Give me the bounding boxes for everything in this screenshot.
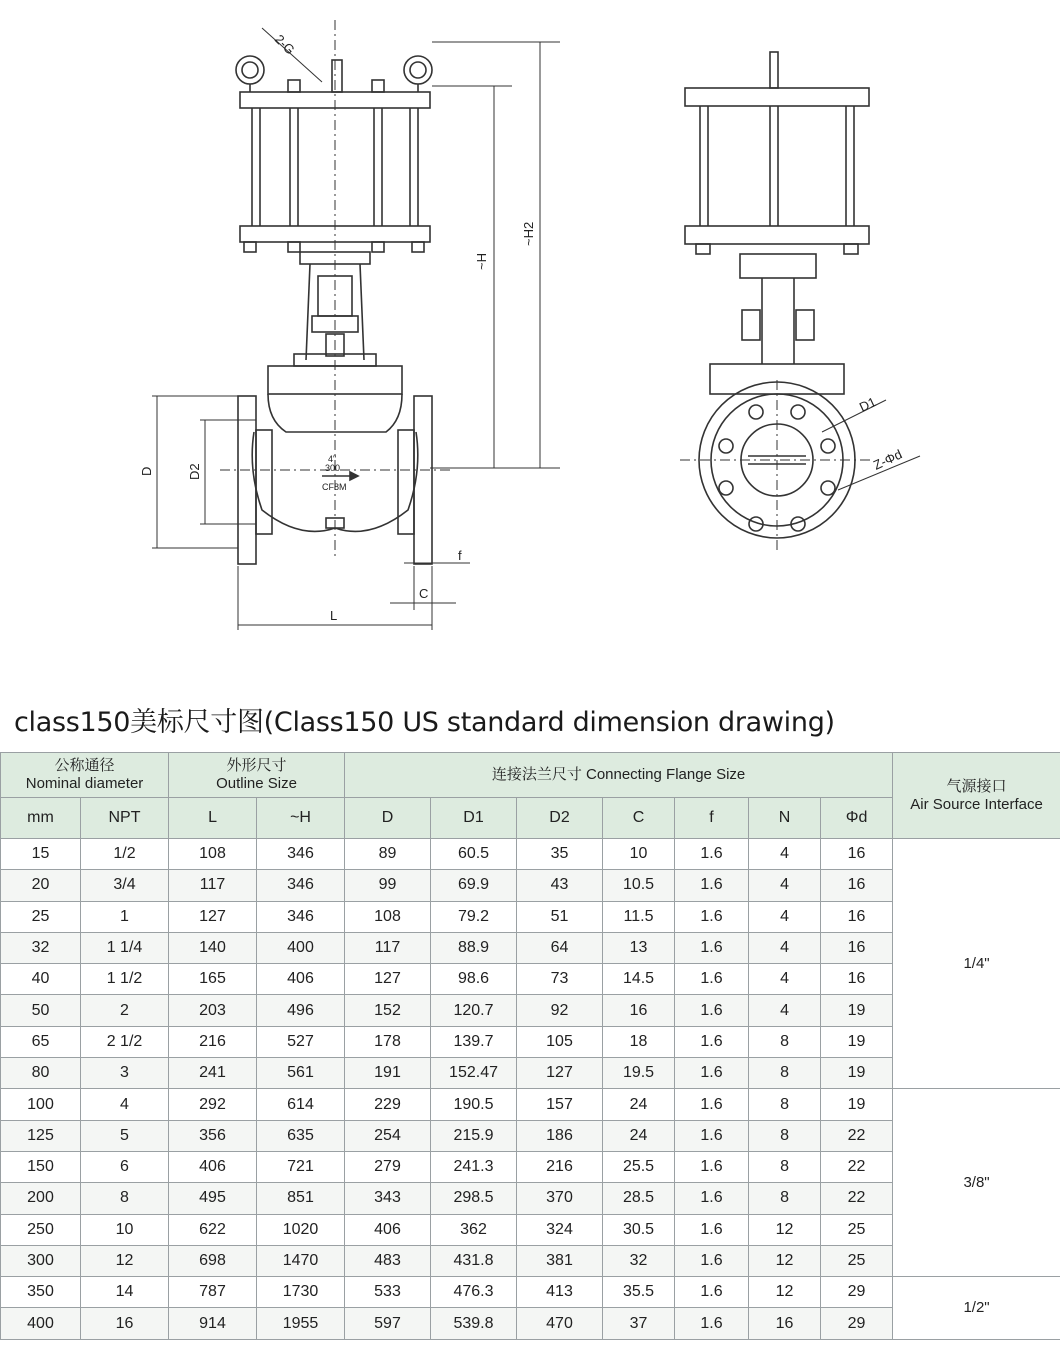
col-h: ~H xyxy=(257,798,345,839)
header-air-source-interface: 气源接口 Air Source Interface xyxy=(893,753,1060,839)
table-cell: 50 xyxy=(1,995,81,1026)
table-cell: 2 1/2 xyxy=(81,1026,169,1057)
table-cell: 12 xyxy=(749,1245,821,1276)
table-cell: 413 xyxy=(517,1277,603,1308)
table-cell: 254 xyxy=(345,1120,431,1151)
table-cell: 24 xyxy=(603,1120,675,1151)
table-cell: 527 xyxy=(257,1026,345,1057)
table-cell: 200 xyxy=(1,1183,81,1214)
table-cell: 1.6 xyxy=(675,1120,749,1151)
table-cell: 4 xyxy=(749,995,821,1026)
table-cell: 1.6 xyxy=(675,901,749,932)
table-cell: 73 xyxy=(517,964,603,995)
table-cell: 22 xyxy=(821,1151,893,1182)
table-cell: 4 xyxy=(749,870,821,901)
col-f: f xyxy=(675,798,749,839)
table-cell: 4 xyxy=(81,1089,169,1120)
table-cell: 1.6 xyxy=(675,932,749,963)
table-cell: 99 xyxy=(345,870,431,901)
table-cell: 139.7 xyxy=(431,1026,517,1057)
table-cell: 16 xyxy=(821,932,893,963)
table-row xyxy=(1,1089,1060,1120)
table-cell: 13 xyxy=(603,932,675,963)
col-d: D xyxy=(345,798,431,839)
table-cell: 100 xyxy=(1,1089,81,1120)
table-cell: 120.7 xyxy=(431,995,517,1026)
table-cell: 16 xyxy=(81,1308,169,1339)
table-cell: 1955 xyxy=(257,1308,345,1339)
table-cell: 35.5 xyxy=(603,1277,675,1308)
table-cell: 190.5 xyxy=(431,1089,517,1120)
table-cell: 12 xyxy=(749,1214,821,1245)
table-cell: 127 xyxy=(345,964,431,995)
table-cell: 25 xyxy=(821,1214,893,1245)
table-cell: 19 xyxy=(821,1089,893,1120)
table-cell: 4 xyxy=(749,932,821,963)
table-cell: 250 xyxy=(1,1214,81,1245)
table-cell: 539.8 xyxy=(431,1308,517,1339)
table-cell: 16 xyxy=(821,964,893,995)
table-cell: 51 xyxy=(517,901,603,932)
header-nominal-diameter: 公称通径 Nominal diameter xyxy=(1,753,169,798)
table-cell: 476.3 xyxy=(431,1277,517,1308)
table-cell: 1470 xyxy=(257,1245,345,1276)
table-cell: 3 xyxy=(81,1058,169,1089)
col-phi-d: Φd xyxy=(821,798,893,839)
table-cell: 8 xyxy=(749,1026,821,1057)
col-d1: D1 xyxy=(431,798,517,839)
table-cell: 1.6 xyxy=(675,1214,749,1245)
table-cell: 11.5 xyxy=(603,901,675,932)
air-source-interface-cell: 1/2" xyxy=(893,1277,1060,1340)
table-cell: 597 xyxy=(345,1308,431,1339)
table-cell: 88.9 xyxy=(431,932,517,963)
table-cell: 614 xyxy=(257,1089,345,1120)
table-cell: 19 xyxy=(821,995,893,1026)
table-cell: 721 xyxy=(257,1151,345,1182)
table-cell: 108 xyxy=(169,839,257,870)
table-cell: 16 xyxy=(603,995,675,1026)
table-cell: 216 xyxy=(169,1026,257,1057)
table-cell: 37 xyxy=(603,1308,675,1339)
table-cell: 1.6 xyxy=(675,1183,749,1214)
table-cell: 29 xyxy=(821,1277,893,1308)
table-cell: 533 xyxy=(345,1277,431,1308)
table-cell: 8 xyxy=(749,1183,821,1214)
table-cell: 400 xyxy=(257,932,345,963)
table-cell: 10 xyxy=(603,839,675,870)
table-cell: 60.5 xyxy=(431,839,517,870)
table-cell: 25.5 xyxy=(603,1151,675,1182)
table-cell: 16 xyxy=(821,839,893,870)
table-cell: 698 xyxy=(169,1245,257,1276)
table-cell: 18 xyxy=(603,1026,675,1057)
table-cell: 152.47 xyxy=(431,1058,517,1089)
table-cell: 1.6 xyxy=(675,1151,749,1182)
table-cell: 25 xyxy=(1,901,81,932)
table-cell: 300 xyxy=(1,1245,81,1276)
label-d: D xyxy=(139,466,154,476)
table-cell: 1.6 xyxy=(675,1058,749,1089)
table-cell: 851 xyxy=(257,1183,345,1214)
table-cell: 40 xyxy=(1,964,81,995)
table-cell: 19.5 xyxy=(603,1058,675,1089)
table-cell: 431.8 xyxy=(431,1245,517,1276)
table-cell: 914 xyxy=(169,1308,257,1339)
table-cell: 22 xyxy=(821,1120,893,1151)
table-cell: 346 xyxy=(257,870,345,901)
col-d2: D2 xyxy=(517,798,603,839)
col-c: C xyxy=(603,798,675,839)
table-cell: 203 xyxy=(169,995,257,1026)
table-cell: 8 xyxy=(81,1183,169,1214)
table-cell: 150 xyxy=(1,1151,81,1182)
table-cell: 324 xyxy=(517,1214,603,1245)
table-cell: 6 xyxy=(81,1151,169,1182)
table-cell: 15 xyxy=(1,839,81,870)
table-cell: 1 xyxy=(81,901,169,932)
table-cell: 1730 xyxy=(257,1277,345,1308)
col-n: N xyxy=(749,798,821,839)
table-cell: 381 xyxy=(517,1245,603,1276)
table-cell: 32 xyxy=(603,1245,675,1276)
table-cell: 279 xyxy=(345,1151,431,1182)
table-cell: 1.6 xyxy=(675,995,749,1026)
table-cell: 1/2 xyxy=(81,839,169,870)
table-cell: 127 xyxy=(517,1058,603,1089)
table-cell: 127 xyxy=(169,901,257,932)
table-cell: 105 xyxy=(517,1026,603,1057)
header-outline-size: 外形尺寸 Outline Size xyxy=(169,753,345,798)
table-cell: 346 xyxy=(257,901,345,932)
table-cell: 12 xyxy=(749,1277,821,1308)
table-cell: 4 xyxy=(749,964,821,995)
label-c: C xyxy=(419,586,429,601)
table-cell: 1020 xyxy=(257,1214,345,1245)
table-cell: 370 xyxy=(517,1183,603,1214)
table-cell: 89 xyxy=(345,839,431,870)
table-cell: 1.6 xyxy=(675,1026,749,1057)
label-l: L xyxy=(330,608,338,623)
table-cell: 8 xyxy=(749,1058,821,1089)
table-cell: 191 xyxy=(345,1058,431,1089)
table-cell: 117 xyxy=(169,870,257,901)
table-cell: 117 xyxy=(345,932,431,963)
body-mark-class: 300 xyxy=(325,463,341,473)
header-connecting-flange-size: 连接法兰尺寸 Connecting Flange Size xyxy=(345,753,893,798)
table-cell: 10 xyxy=(81,1214,169,1245)
table-cell: 356 xyxy=(169,1120,257,1151)
table-cell: 80 xyxy=(1,1058,81,1089)
label-d1: D1 xyxy=(856,394,879,415)
label-z-phi-d: Z-Φd xyxy=(870,446,905,473)
table-cell: 622 xyxy=(169,1214,257,1245)
table-cell: 4 xyxy=(749,839,821,870)
body-mark-material: CF8M xyxy=(322,482,347,492)
table-cell: 406 xyxy=(257,964,345,995)
table-cell: 8 xyxy=(749,1120,821,1151)
table-cell: 30.5 xyxy=(603,1214,675,1245)
table-cell: 4 xyxy=(749,901,821,932)
col-mm: mm xyxy=(1,798,81,839)
table-cell: 2 xyxy=(81,995,169,1026)
table-cell: 406 xyxy=(345,1214,431,1245)
table-cell: 1 1/4 xyxy=(81,932,169,963)
air-source-interface-cell: 1/4" xyxy=(893,839,1060,1089)
table-cell: 25 xyxy=(821,1245,893,1276)
table-cell: 1.6 xyxy=(675,1277,749,1308)
table-cell: 298.5 xyxy=(431,1183,517,1214)
table-cell: 16 xyxy=(749,1308,821,1339)
table-cell: 400 xyxy=(1,1308,81,1339)
table-cell: 362 xyxy=(431,1214,517,1245)
table-cell: 470 xyxy=(517,1308,603,1339)
table-cell: 20 xyxy=(1,870,81,901)
table-cell: 1 1/2 xyxy=(81,964,169,995)
table-cell: 43 xyxy=(517,870,603,901)
table-cell: 186 xyxy=(517,1120,603,1151)
table-cell: 1.6 xyxy=(675,964,749,995)
table-cell: 22 xyxy=(821,1183,893,1214)
table-cell: 241 xyxy=(169,1058,257,1089)
col-npt: NPT xyxy=(81,798,169,839)
label-h: ~H xyxy=(474,253,489,270)
table-cell: 65 xyxy=(1,1026,81,1057)
table-row xyxy=(1,839,1060,870)
table-cell: 64 xyxy=(517,932,603,963)
table-cell: 343 xyxy=(345,1183,431,1214)
table-cell: 69.9 xyxy=(431,870,517,901)
table-cell: 140 xyxy=(169,932,257,963)
label-2g: 2-G xyxy=(271,31,298,58)
table-cell: 496 xyxy=(257,995,345,1026)
table-cell: 1.6 xyxy=(675,1089,749,1120)
table-cell: 8 xyxy=(749,1089,821,1120)
table-cell: 98.6 xyxy=(431,964,517,995)
table-cell: 483 xyxy=(345,1245,431,1276)
table-cell: 216 xyxy=(517,1151,603,1182)
table-cell: 165 xyxy=(169,964,257,995)
table-cell: 29 xyxy=(821,1308,893,1339)
table-cell: 108 xyxy=(345,901,431,932)
table-cell: 19 xyxy=(821,1026,893,1057)
label-h2: ~H2 xyxy=(521,221,536,246)
table-cell: 787 xyxy=(169,1277,257,1308)
air-source-interface-cell: 3/8" xyxy=(893,1089,1060,1277)
table-cell: 14 xyxy=(81,1277,169,1308)
table-cell: 32 xyxy=(1,932,81,963)
table-cell: 241.3 xyxy=(431,1151,517,1182)
dimension-table xyxy=(0,752,1060,1340)
table-cell: 10.5 xyxy=(603,870,675,901)
label-f: f xyxy=(458,548,462,563)
table-cell: 16 xyxy=(821,901,893,932)
table-cell: 28.5 xyxy=(603,1183,675,1214)
table-cell: 152 xyxy=(345,995,431,1026)
table-cell: 14.5 xyxy=(603,964,675,995)
table-cell: 1.6 xyxy=(675,1308,749,1339)
table-cell: 229 xyxy=(345,1089,431,1120)
table-cell: 1.6 xyxy=(675,870,749,901)
table-row xyxy=(1,1277,1060,1308)
table-cell: 406 xyxy=(169,1151,257,1182)
table-cell: 1.6 xyxy=(675,839,749,870)
page-title: class150美标尺寸图(Class150 US standard dimension drawing) xyxy=(14,707,835,738)
table-cell: 157 xyxy=(517,1089,603,1120)
col-l: L xyxy=(169,798,257,839)
valve-technical-drawing xyxy=(0,0,1060,660)
table-cell: 495 xyxy=(169,1183,257,1214)
table-cell: 3/4 xyxy=(81,870,169,901)
table-cell: 350 xyxy=(1,1277,81,1308)
table-cell: 561 xyxy=(257,1058,345,1089)
label-d2: D2 xyxy=(187,463,202,480)
table-cell: 19 xyxy=(821,1058,893,1089)
table-cell: 635 xyxy=(257,1120,345,1151)
table-cell: 346 xyxy=(257,839,345,870)
table-cell: 12 xyxy=(81,1245,169,1276)
table-cell: 5 xyxy=(81,1120,169,1151)
table-cell: 1.6 xyxy=(675,1245,749,1276)
table-cell: 292 xyxy=(169,1089,257,1120)
table-cell: 16 xyxy=(821,870,893,901)
table-cell: 79.2 xyxy=(431,901,517,932)
table-cell: 125 xyxy=(1,1120,81,1151)
table-cell: 35 xyxy=(517,839,603,870)
table-cell: 215.9 xyxy=(431,1120,517,1151)
table-cell: 92 xyxy=(517,995,603,1026)
table-cell: 178 xyxy=(345,1026,431,1057)
table-cell: 8 xyxy=(749,1151,821,1182)
table-cell: 24 xyxy=(603,1089,675,1120)
body-mark-size: 4" xyxy=(328,454,337,464)
